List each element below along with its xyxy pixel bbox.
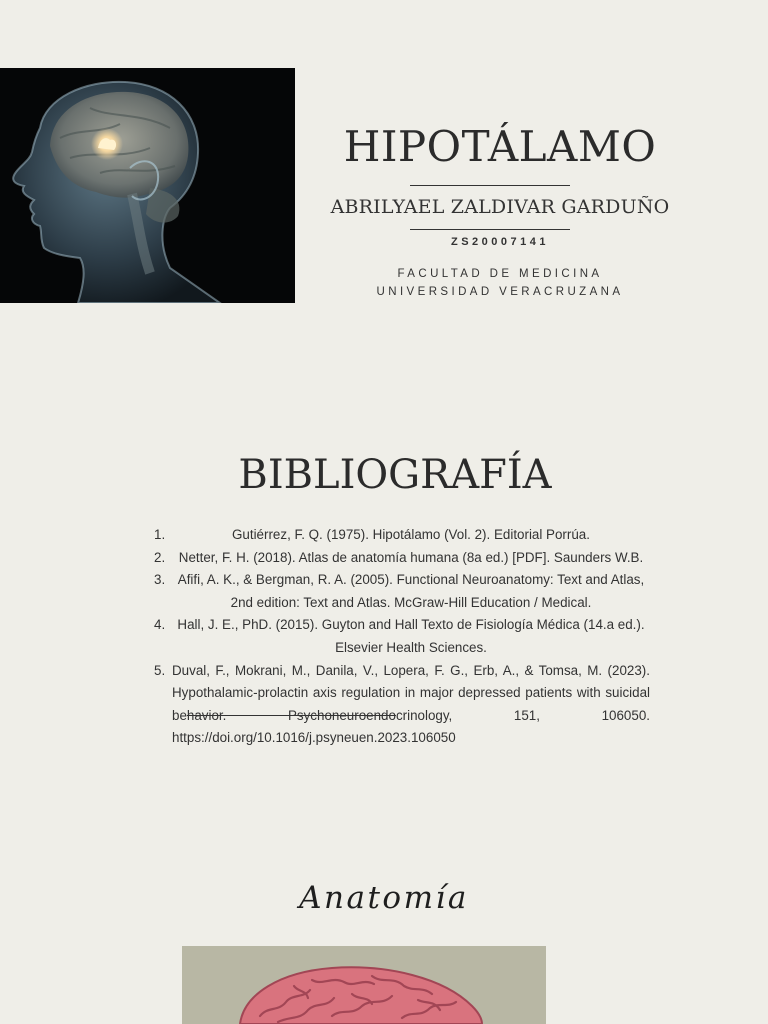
faculty-label: FACULTAD DE MEDICINA xyxy=(397,268,603,280)
bibliography-item xyxy=(154,547,650,570)
brain-anatomy-image xyxy=(182,946,546,1024)
bibliography-item xyxy=(154,569,650,614)
page-title: HIPOTÁLAMO xyxy=(343,122,657,171)
bibliography-heading: BIBLIOGRAFÍA xyxy=(238,452,552,498)
title-divider xyxy=(410,185,570,186)
author-divider xyxy=(410,229,570,230)
bibliography-item xyxy=(154,660,650,750)
head-brain-illustration xyxy=(0,68,295,303)
item-text-part: Duval, F., Mokrani, M., Danila, V., Lopera, F. G., Erb, A., & Tomsa, M. (2023). Hypothalamic-prolactin axis regulation in major depressed patients with suicidal be xyxy=(172,662,650,723)
item-number: 1. xyxy=(154,527,166,542)
item-text: Afifi, A. K., & Bergman, R. A. (2005). Functional Neuroanatomy: Text and Atlas, 2nd edition: Text and Atlas. McGraw-Hill Education / Medical. xyxy=(177,572,645,610)
bibliography-item xyxy=(154,614,650,659)
university-label: UNIVERSIDAD VERACRUZANA xyxy=(376,286,624,298)
bibliography-list xyxy=(154,524,650,750)
item-text: Netter, F. H. (2018). Atlas de anatomía humana (8a ed.) [PDF]. Saunders W.B. xyxy=(178,549,644,565)
item-number: 5. xyxy=(154,662,166,678)
item-number: 4. xyxy=(154,617,166,633)
item-text: Gutiérrez, F. Q. (1975). Hipotálamo (Vol. 2). Editorial Porrúa. xyxy=(232,527,590,542)
item-text-struck: havior. Psychoneuroendo xyxy=(186,707,396,723)
student-id: ZS20007141 xyxy=(451,236,549,248)
item-text: Hall, J. E., PhD. (2015). Guyton and Hall Texto de Fisiología Médica (14.a ed.). Elsevier Health Sciences. xyxy=(177,617,645,655)
section-heading-anatomia: Anatomía xyxy=(299,880,469,916)
item-number: 2. xyxy=(154,549,166,565)
item-text-part: crinology, 151, 106050. https://doi.org/10.1016/j.psyneuen.2023.106050 xyxy=(172,707,650,746)
item-number: 3. xyxy=(154,572,166,588)
item-text xyxy=(172,660,650,750)
bibliography-item xyxy=(154,524,650,547)
author-name: ABRILYAEL ZALDIVAR GARDUÑO xyxy=(330,196,670,218)
